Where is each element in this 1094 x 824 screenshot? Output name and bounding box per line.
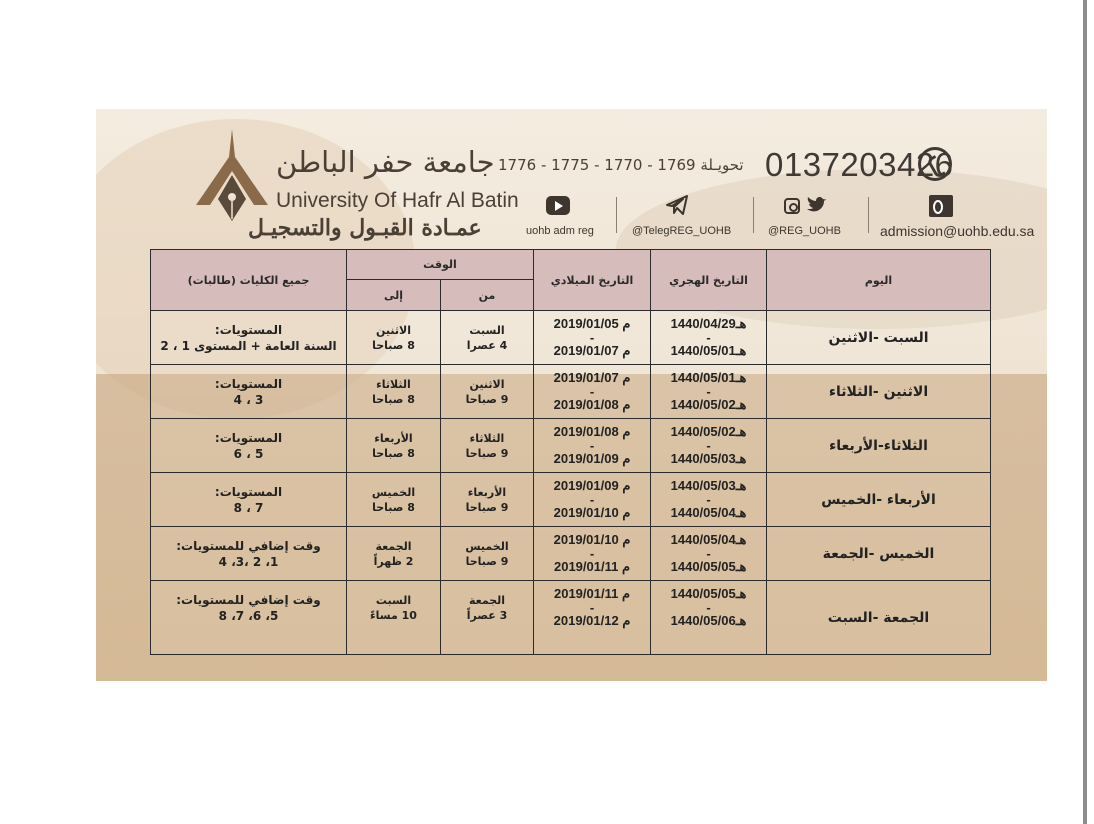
day-range: الخميس -الجمعة (767, 527, 991, 581)
hijri-from: 1440/05/04هـ (670, 532, 747, 547)
table-row: وقت إضافي للمستويات: 5، 6، 7، 8 السبت 10 مساءً الجمعة 3 عصراً 2019/01/11 م - 2019/01/12 م 1440/05/05هـ - 1440/05/06هـ الجمعة -السبت (151, 581, 991, 655)
gregorian-to: 2019/01/07 م (553, 343, 631, 358)
time-to-hour: 10 مساءً (370, 608, 417, 622)
time-from-day: الثلاثاء (469, 431, 505, 445)
time-from-day: السبت (469, 323, 505, 337)
page-edge-rule (1083, 0, 1087, 824)
time-to-day: الخميس (371, 485, 416, 499)
youtube-icon (546, 196, 570, 215)
header-time: الوقت (347, 250, 534, 280)
gregorian-to: 2019/01/11 م (553, 559, 631, 574)
telegram-handle: @TelegREG_UOHB (632, 225, 732, 237)
table-row: المستويات: السنة العامة + المستوى 1 ، 2 الاثنين 8 صباحا السبت 4 عصرا 2019/01/05 م - 2019/01/07 م 1440/04/29هـ - 1440/05/01هـ السبت -الاثنين (151, 311, 991, 365)
time-to-day: الجمعة (375, 539, 412, 553)
divider (616, 197, 617, 233)
table-header-row (151, 250, 991, 280)
time-to-day: الأربعاء (374, 431, 413, 445)
time-from-hour: 9 صباحا (465, 500, 509, 514)
levels-list: 7 ، 8 (233, 500, 264, 515)
header-time-from: من (441, 280, 534, 311)
gregorian-from: 2019/01/08 م (553, 424, 631, 439)
email-address: admission@uohb.edu.sa (880, 223, 1035, 239)
registration-schedule-table (150, 249, 991, 655)
gregorian-to: 2019/01/12 م (553, 613, 631, 628)
time-to-day: الثلاثاء (376, 377, 411, 391)
hijri-to: 1440/05/02هـ (670, 397, 747, 412)
header-time-to: إلى (347, 280, 441, 311)
university-name-english: University Of Hafr Al Batin (276, 189, 519, 212)
table-row: المستويات: 3 ، 4 الثلاثاء 8 صباحا الاثنين 9 صباحا 2019/01/07 م - 2019/01/08 م 1440/05/01هـ - 1440/05/02هـ الاثنين -الثلاثاء (151, 365, 991, 419)
hijri-to: 1440/05/03هـ (670, 451, 747, 466)
levels-label: وقت إضافي للمستويات: (176, 538, 321, 553)
telegram-icon (665, 193, 689, 217)
gregorian-to: 2019/01/10 م (553, 505, 631, 520)
deanship-name: عمـادة القبـول والتسجيـل (248, 215, 482, 241)
levels-label: المستويات: (214, 376, 283, 391)
time-to-hour: 2 ظهراً (373, 554, 414, 568)
time-from-day: الجمعة (468, 593, 506, 607)
time-from-hour: 4 عصرا (466, 338, 508, 352)
time-to-hour: 8 صباحا (372, 338, 415, 352)
header-hijri-date: التاريخ الهجري (651, 250, 767, 311)
hijri-to: 1440/05/05هـ (670, 559, 747, 574)
time-to-day: الاثنين (376, 323, 411, 337)
levels-list: السنة العامة + المستوى 1 ، 2 (160, 338, 337, 353)
time-from-hour: 9 صباحا (465, 554, 509, 568)
hijri-from: 1440/05/03هـ (670, 478, 747, 493)
outlook-mail-icon (929, 195, 953, 217)
divider (868, 197, 869, 233)
instagram-twitter-handle: @REG_UOHB (768, 225, 841, 237)
table-row: المستويات: 7 ، 8 الخميس 8 صباحا الأربعاء 9 صباحا 2019/01/09 م - 2019/01/10 م 1440/05/03هـ - 1440/05/04هـ الأربعاء -الخميس (151, 473, 991, 527)
gregorian-to: 2019/01/09 م (553, 451, 631, 466)
university-logo-icon (194, 127, 270, 227)
levels-list: 3 ، 4 (233, 392, 264, 407)
levels-label: المستويات: (214, 322, 283, 337)
time-from-hour: 9 صباحا (465, 446, 509, 460)
instagram-icon (784, 198, 800, 214)
time-from-hour: 3 عصراً (466, 608, 508, 622)
levels-list: 5، 6، 7، 8 (218, 608, 279, 623)
phone-icon (918, 147, 952, 181)
hijri-from: 1440/04/29هـ (670, 316, 747, 331)
time-to-hour: 8 صباحا (372, 500, 415, 514)
table-row: وقت إضافي للمستويات: 1، 2 ،3، 4 الجمعة 2 ظهراً الخميس 9 صباحا 2019/01/10 م - 2019/01/11 م 1440/05/04هـ - 1440/05/05هـ الخميس -الجمعة (151, 527, 991, 581)
gregorian-from: 2019/01/11 م (553, 586, 631, 601)
time-from-day: الأربعاء (467, 485, 507, 499)
hijri-from: 1440/05/02هـ (670, 424, 747, 439)
table-row: المستويات: 5 ، 6 الأربعاء 8 صباحا الثلاثاء 9 صباحا 2019/01/08 م - 2019/01/09 م 1440/05/02هـ - 1440/05/03هـ الثلاثاء-الأربعاء (151, 419, 991, 473)
youtube-handle: uohb adm reg (526, 225, 594, 237)
gregorian-from: 2019/01/05 م (553, 316, 631, 331)
gregorian-to: 2019/01/08 م (553, 397, 631, 412)
gregorian-from: 2019/01/10 م (553, 532, 631, 547)
university-name-arabic: جامعة حفر الباطن (276, 145, 495, 179)
day-range: الثلاثاء-الأربعاء (767, 419, 991, 473)
hijri-to: 1440/05/06هـ (670, 613, 747, 628)
day-range: السبت -الاثنين (767, 311, 991, 365)
header-day: اليوم (767, 250, 991, 311)
time-to-hour: 8 صباحا (372, 392, 415, 406)
header-gregorian-date: التاريخ الميلادي (534, 250, 651, 311)
divider (753, 197, 754, 233)
phone-number: 0137203426 (765, 146, 954, 183)
time-to-day: السبت (375, 593, 412, 607)
hijri-from: 1440/05/05هـ (670, 586, 747, 601)
time-from-day: الخميس (465, 539, 509, 553)
hijri-to: 1440/05/01هـ (670, 343, 747, 358)
day-range: الاثنين -الثلاثاء (767, 365, 991, 419)
levels-label: وقت إضافي للمستويات: (176, 592, 321, 607)
time-from-hour: 9 صباحا (465, 392, 509, 406)
day-range: الجمعة -السبت (767, 581, 991, 655)
header-colleges: جميع الكليات (طالبات) (151, 250, 347, 311)
time-from-day: الاثنين (469, 377, 505, 391)
gregorian-from: 2019/01/07 م (553, 370, 631, 385)
hijri-from: 1440/05/01هـ (670, 370, 747, 385)
phone-extensions: تحويـلة 1769 - 1770 - 1775 - 1776 (498, 156, 744, 174)
levels-label: المستويات: (214, 430, 283, 445)
hijri-to: 1440/05/04هـ (670, 505, 747, 520)
time-to-hour: 8 صباحا (372, 446, 415, 460)
levels-list: 5 ، 6 (233, 446, 264, 461)
day-range: الأربعاء -الخميس (767, 473, 991, 527)
gregorian-from: 2019/01/09 م (553, 478, 631, 493)
levels-list: 1، 2 ،3، 4 (218, 554, 279, 569)
twitter-icon (807, 196, 827, 214)
levels-label: المستويات: (214, 484, 283, 499)
